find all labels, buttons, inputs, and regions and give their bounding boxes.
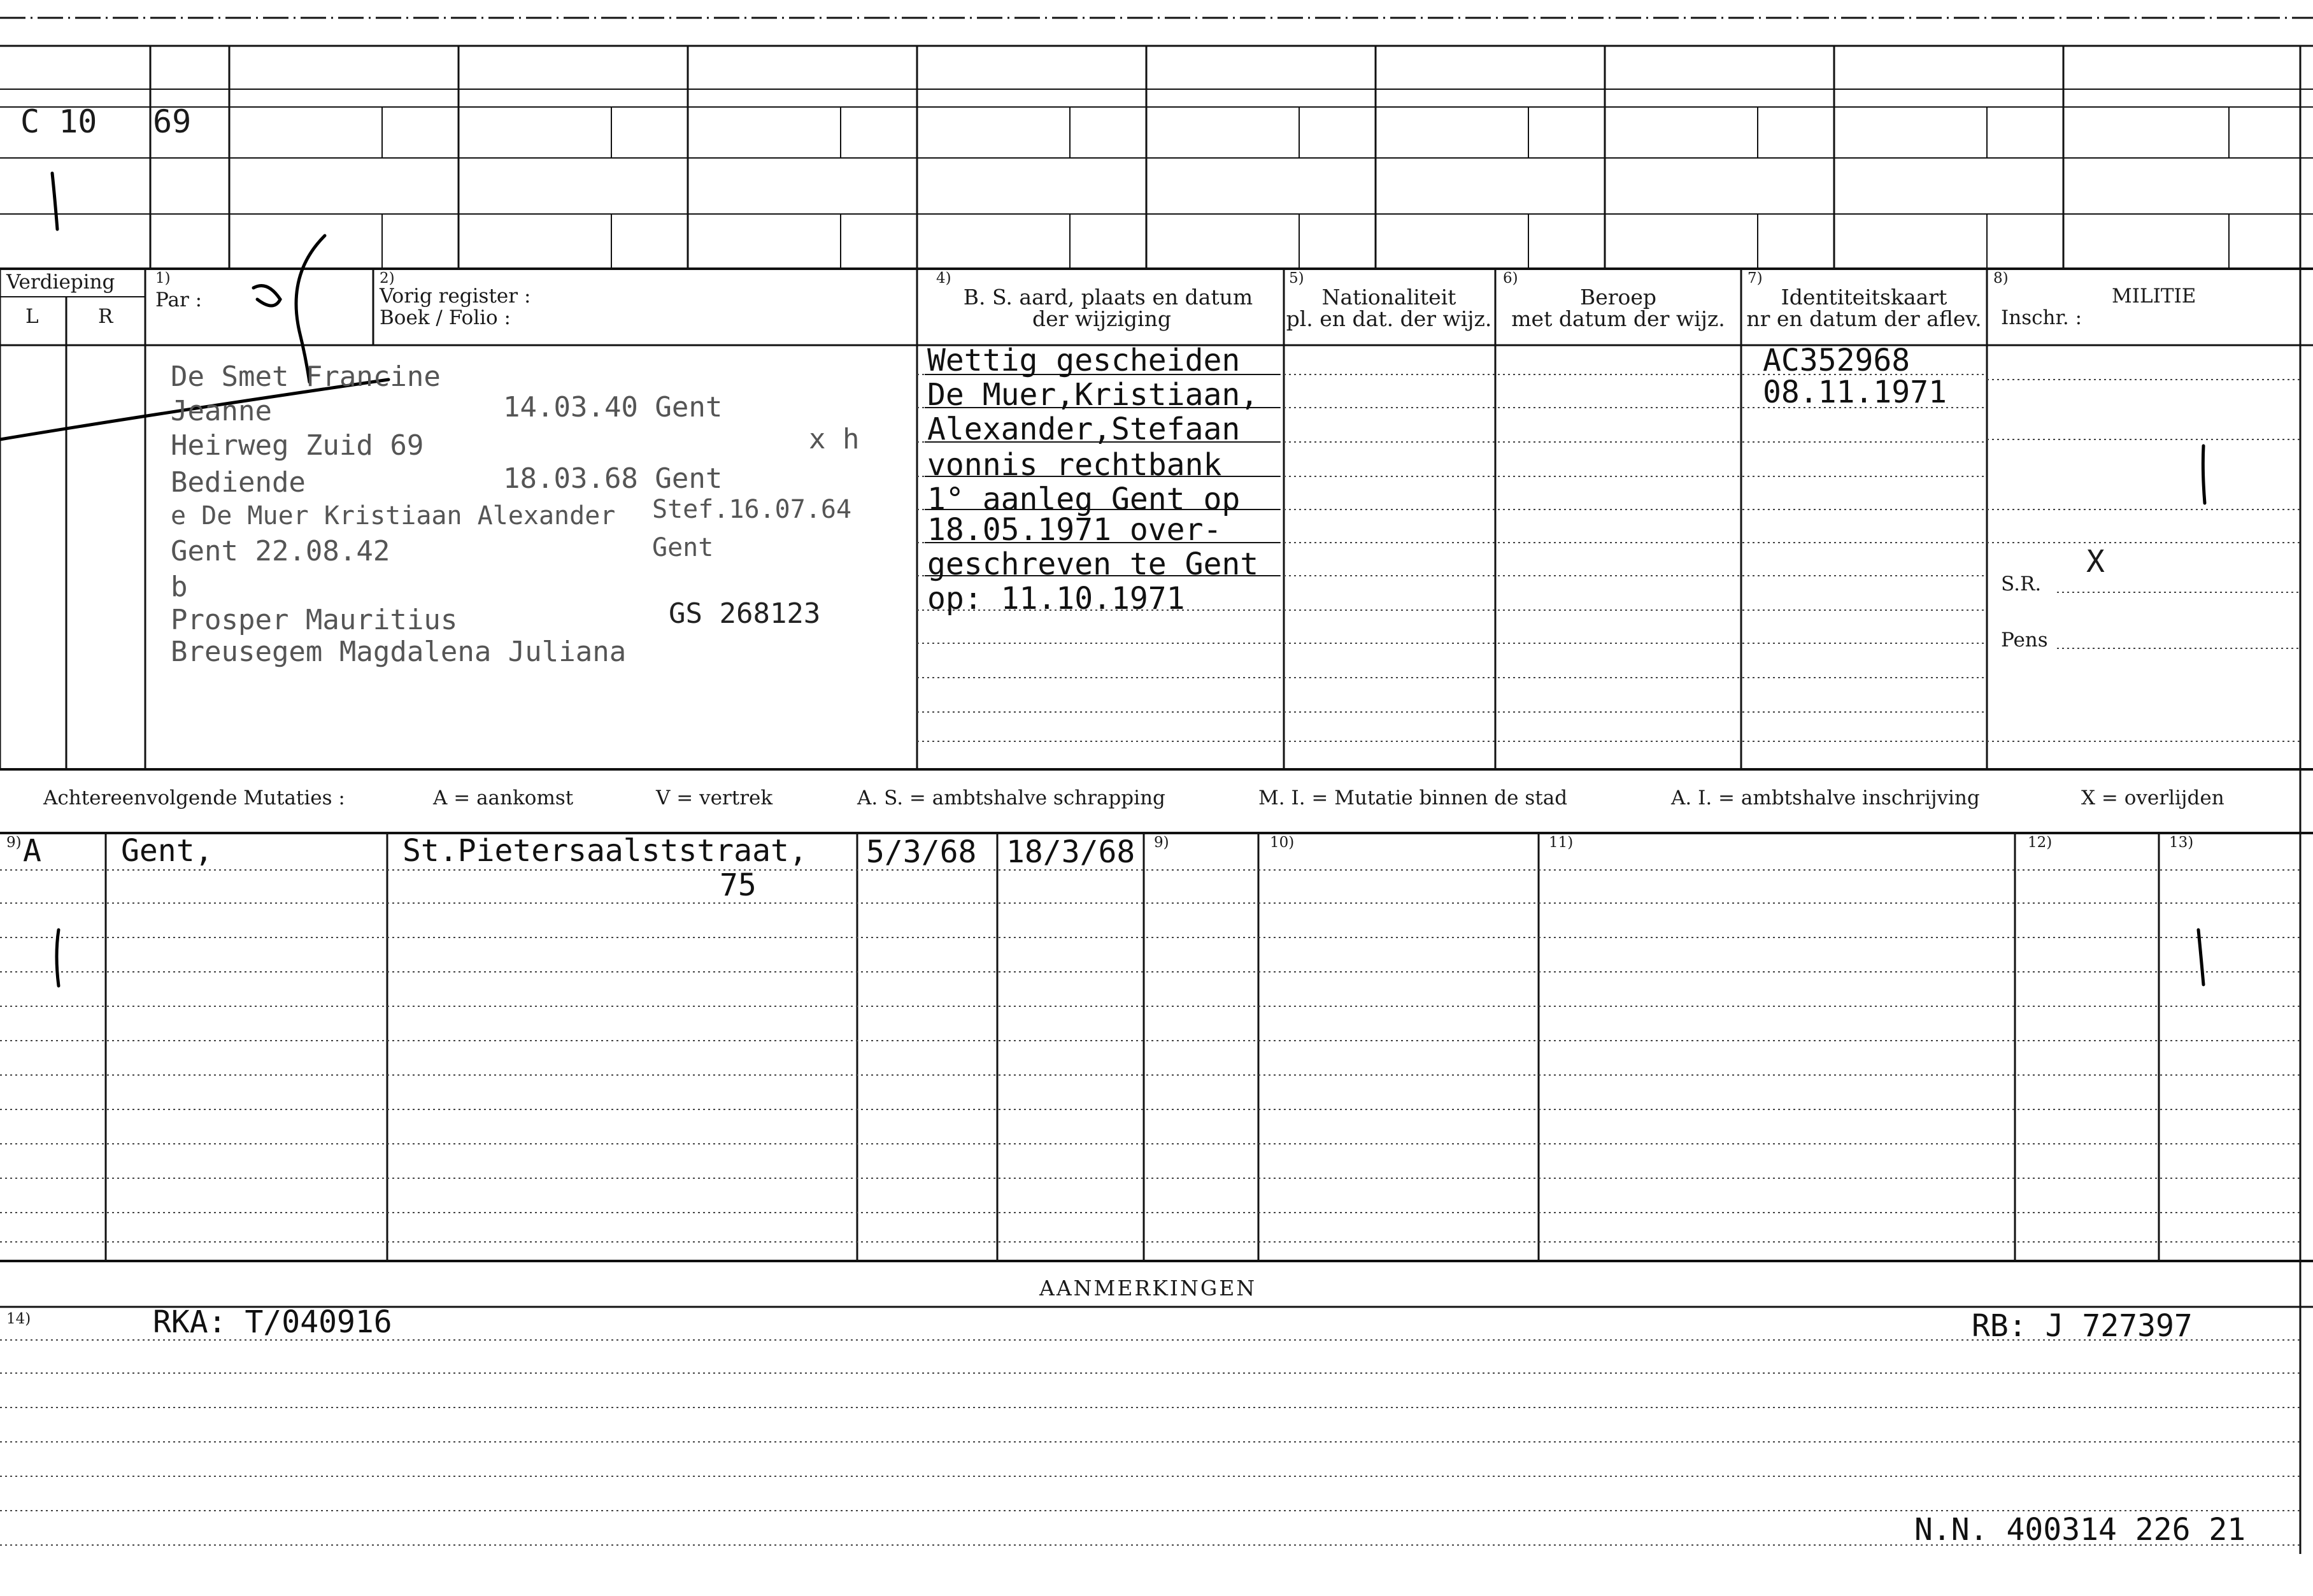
mutation-col11-number: 11) (1549, 834, 1574, 851)
verdieping-label: Verdieping (6, 271, 115, 294)
card-code: C 10 (20, 103, 97, 140)
mutation-col13-number: 13) (2169, 834, 2194, 851)
person-firstname: Jeanne (171, 395, 272, 427)
id-card-date: 08.11.1971 (1763, 374, 1947, 410)
col1-label: Par : (155, 289, 203, 311)
mutation-date-2: 18/3/68 (1006, 834, 1135, 870)
col6-number: 6) (1503, 270, 1518, 287)
person-marriage-place: Gent (652, 533, 714, 562)
col7-number: 7) (1747, 270, 1763, 287)
mutation-date-1: 5/3/68 (866, 834, 977, 870)
col2-label1: Vorig register : (380, 285, 531, 308)
card-number: 69 (153, 103, 192, 140)
wijziging-line: op: 11.10.1971 (927, 581, 1185, 616)
col2-number: 2) (380, 270, 395, 287)
person-spouse-birth: Gent 22.08.42 (171, 535, 390, 567)
legend-title: Achtereenvolgende Mutaties : (43, 787, 345, 809)
mutation-house-number: 75 (720, 867, 757, 903)
col7-label1: Identiteitskaart (1781, 285, 1947, 310)
wijziging-line: 18.05.1971 over- (927, 512, 1222, 548)
wijziging-line: 1° aanleg Gent op (927, 481, 1241, 517)
legend-mutatie-stad: M. I. = Mutatie binnen de stad (1258, 787, 1568, 809)
mutation-col12-number: 12) (2028, 834, 2053, 851)
col5-label2: pl. en dat. der wijz. (1286, 306, 1492, 331)
id-card-number: AC352968 (1763, 343, 1911, 378)
person-marriage-date: Stef.16.07.64 (652, 495, 852, 524)
person-mother: Breusegem Magdalena Juliana (171, 636, 627, 668)
person-birth: 14.03.40 Gent (503, 391, 723, 424)
wijziging-line: Wettig gescheiden (927, 343, 1241, 378)
legend-aankomst: A = aankomst (433, 787, 574, 809)
wijziging-line: De Muer,Kristiaan, (927, 377, 1259, 413)
person-b: b (171, 571, 188, 603)
remarks-rka: RKA: T/040916 (153, 1304, 392, 1340)
mutation-place: Gent, (121, 833, 213, 869)
person-father: Prosper Mauritius (171, 604, 458, 636)
pens-label: Pens (2001, 629, 2048, 652)
col6-label1: Beroep (1579, 285, 1657, 310)
person-address: Heirweg Zuid 69 (171, 429, 424, 462)
verdieping-r: R (98, 305, 113, 328)
person-spouse: e De Muer Kristiaan Alexander (171, 501, 616, 531)
remarks-title: AANMERKINGEN (1039, 1276, 1257, 1300)
col8-number: 8) (1993, 270, 2009, 287)
legend-ambtshalve-inschrijving: A. I. = ambtshalve inschrijving (1671, 787, 1980, 809)
legend-ambtshalve-schrapping: A. S. = ambtshalve schrapping (857, 787, 1165, 809)
militie-label: MILITIE (2112, 285, 2196, 308)
col4-number: 4) (936, 270, 951, 287)
person-marks: x h (809, 423, 860, 455)
person-gs-number: GS 268123 (669, 597, 821, 630)
wijziging-line: geschreven te Gent (927, 546, 1259, 582)
remarks-rb: RB: J 727397 (1972, 1308, 2193, 1344)
mutation-col10-number: 10) (1270, 834, 1295, 851)
mutation-type: A (23, 833, 41, 869)
col6-label2: met datum der wijz. (1511, 306, 1725, 331)
inschr-label: Inschr. : (2001, 306, 2082, 329)
legend-vertrek: V = vertrek (656, 787, 773, 809)
wijziging-line: vonnis rechtbank (927, 447, 1222, 483)
wijziging-line: Alexander,Stefaan (927, 411, 1241, 447)
col5-number: 5) (1289, 270, 1304, 287)
militie-mark: X (2086, 544, 2105, 580)
verdieping-l: L (25, 305, 39, 328)
col7-label2: nr en datum der aflev. (1746, 306, 1982, 331)
person-occupation-date: 18.03.68 Gent (503, 462, 723, 495)
legend-overlijden: X = overlijden (2081, 787, 2224, 809)
col1-number: 1) (155, 270, 171, 287)
mutation-col9-number: 9) (6, 834, 22, 851)
person-name: De Smet Francine (171, 360, 441, 393)
person-occupation: Bediende (171, 466, 306, 499)
sr-label: S.R. (2001, 573, 2042, 595)
col2-label2: Boek / Folio : (380, 306, 511, 329)
mutation-street: St.Pietersaalststraat, (402, 833, 808, 869)
col4-label1: B. S. aard, plaats en datum (963, 285, 1253, 310)
mutation-col9b-number: 9) (1154, 834, 1169, 851)
national-number: N.N. 400314 226 21 (1914, 1512, 2246, 1548)
col4-label2: der wijziging (1032, 306, 1171, 331)
col5-label1: Nationaliteit (1321, 285, 1456, 310)
remarks-number: 14) (6, 1311, 31, 1327)
